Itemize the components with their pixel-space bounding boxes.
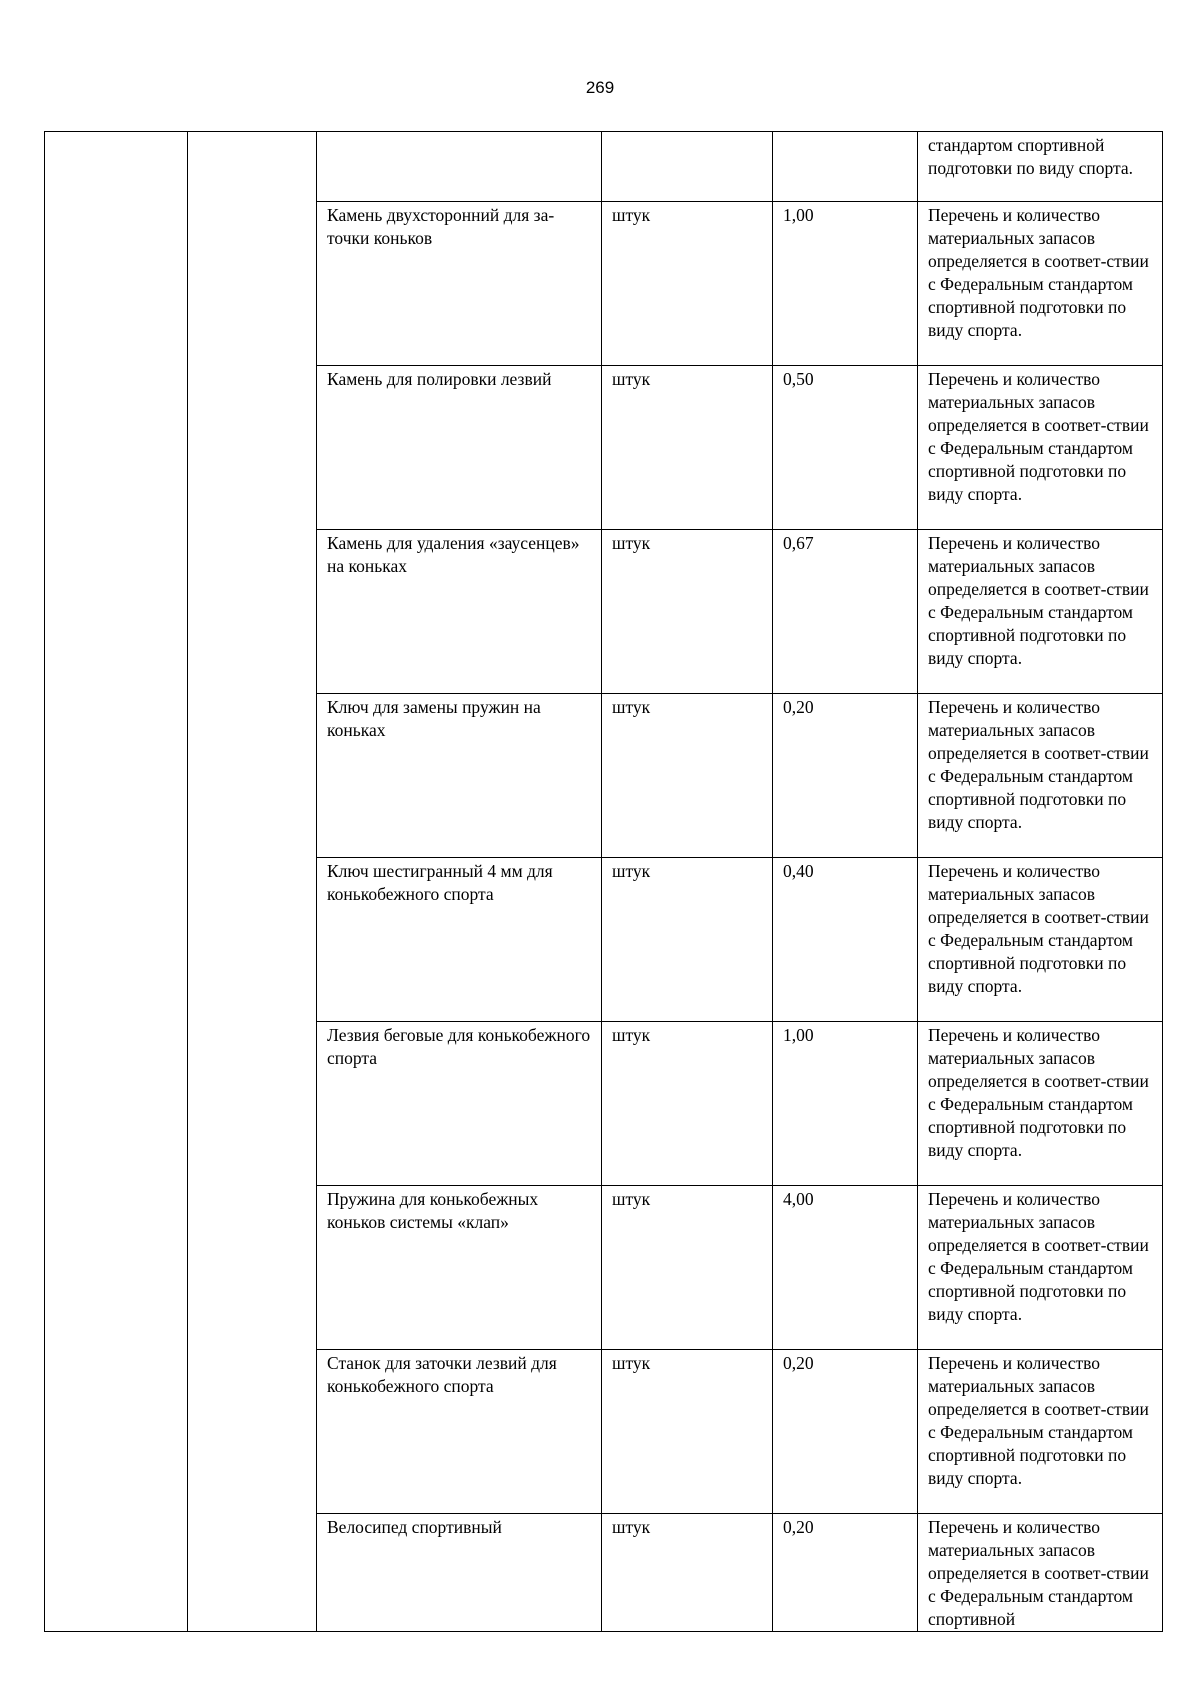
- cell-quantity: 0,20: [773, 1350, 918, 1514]
- cell-name: Камень двухсторонний для за-точки коньков: [317, 202, 602, 366]
- page-number: 269: [585, 78, 615, 97]
- cell-note: Перечень и количество материальных запасов определяется в соответ-ствии с Федеральным стандартом спортивной подготовки по виду спорта.: [918, 1186, 1163, 1350]
- cell-quantity: 1,00: [773, 1022, 918, 1186]
- cell-quantity: 4,00: [773, 1186, 918, 1350]
- cell-quantity: 0,50: [773, 366, 918, 530]
- cell-unit: штук: [602, 1350, 773, 1514]
- cell-quantity: 0,40: [773, 858, 918, 1022]
- cell-unit: штук: [602, 858, 773, 1022]
- cell-unit: штук: [602, 694, 773, 858]
- cell-name: Велосипед спортивный: [317, 1514, 602, 1632]
- cell-unit: штук: [602, 1186, 773, 1350]
- cell-quantity: 1,00: [773, 202, 918, 366]
- cell-name: Камень для полировки лезвий: [317, 366, 602, 530]
- cell-unit: штук: [602, 202, 773, 366]
- table-row-continuation: [45, 132, 1163, 202]
- cell-note: Перечень и количество материальных запасов определяется в соответ-ствии с Федеральным стандартом спортивной подготовки по виду спорта.: [918, 1022, 1163, 1186]
- cell-note: Перечень и количество материальных запасов определяется в соответ-ствии с Федеральным стандартом спортивной: [918, 1514, 1163, 1632]
- cell-unit: штук: [602, 366, 773, 530]
- cell-quantity: 0,67: [773, 530, 918, 694]
- cell-note: Перечень и количество материальных запасов определяется в соответ-ствии с Федеральным стандартом спортивной подготовки по виду спорта.: [918, 858, 1163, 1022]
- cell-note: Перечень и количество материальных запасов определяется в соответ-ствии с Федеральным стандартом спортивной подготовки по виду спорта.: [918, 366, 1163, 530]
- cell-note: Перечень и количество материальных запасов определяется в соответ-ствии с Федеральным стандартом спортивной подготовки по виду спорта.: [918, 694, 1163, 858]
- cell-quantity: [773, 132, 918, 202]
- cell-unit: штук: [602, 1514, 773, 1632]
- cell-note: Перечень и количество материальных запасов определяется в соответ-ствии с Федеральным стандартом спортивной подготовки по виду спорта.: [918, 530, 1163, 694]
- cell-name: Камень для удаления «заусенцев» на коньках: [317, 530, 602, 694]
- cell-name: Пружина для конькобежных коньков системы «клап»: [317, 1186, 602, 1350]
- cell-quantity: 0,20: [773, 694, 918, 858]
- cell-number-column: [45, 132, 188, 1632]
- cell-unit: штук: [602, 530, 773, 694]
- cell-unit: [602, 132, 773, 202]
- cell-category-column: [188, 132, 317, 1632]
- cell-name: Лезвия беговые для конькобежного спорта: [317, 1022, 602, 1186]
- cell-name: Ключ шестигранный 4 мм для конькобежного спорта: [317, 858, 602, 1022]
- cell-name: [317, 132, 602, 202]
- cell-name: Ключ для замены пружин на коньках: [317, 694, 602, 858]
- cell-name: Станок для заточки лезвий для конькобежного спорта: [317, 1350, 602, 1514]
- cell-quantity: 0,20: [773, 1514, 918, 1632]
- cell-note: стандартом спортивной подготовки по виду спорта.: [918, 132, 1163, 202]
- cell-note: Перечень и количество материальных запасов определяется в соответ-ствии с Федеральным стандартом спортивной подготовки по виду спорта.: [918, 1350, 1163, 1514]
- cell-note: Перечень и количество материальных запасов определяется в соответ-ствии с Федеральным стандартом спортивной подготовки по виду спорта.: [918, 202, 1163, 366]
- equipment-table: [44, 131, 1163, 1632]
- cell-unit: штук: [602, 1022, 773, 1186]
